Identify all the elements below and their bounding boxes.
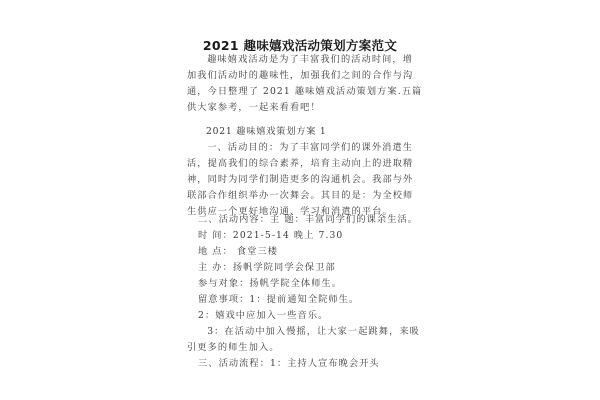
intro-paragraph: 趣味嬉戏活动是为了丰富我们的活动时间，增加我们活动时的趣味性，加强我们之间的合作与沟通，今日整理了 2021 趣味嬉戏活动策划方案.五篇供大家参考，一起来看看吧！: [187, 54, 423, 113]
place-line: 地 点： 食堂三楼: [198, 246, 279, 257]
participants-line: 参与对象：扬帆学院全体师生。: [198, 278, 343, 289]
notes-line-3: 3：在活动中加入慢摇，让大家一起跳舞，来吸引更多的师生加入。: [187, 326, 420, 353]
process-line: 三、活动流程：1：主持人宣布晚会开头: [198, 358, 380, 369]
document-title: 2021 趣味嬉戏活动策划方案范文: [202, 38, 398, 53]
section-heading: 2021 趣味嬉戏策划方案 1: [206, 126, 327, 137]
notes-line-1: 留意事项：1：提前通知全院师生。: [198, 294, 360, 305]
content-line: 二、活动内容：主 题：丰富同学们的课余生活。: [198, 214, 419, 225]
purpose-paragraph: 一、活动目的：为了丰富同学们的课外消遣生活，提高我们的综合素养，培育主动向上的进取精神，同时为同学们制造更多的沟通机会。我部与外联部合作组织举办一次舞会。其目的是：为全校师生供应一个更好地沟通、学习和消遣的平台。: [187, 142, 414, 217]
notes-line-2: 2：嬉戏中应加入一些音乐。: [198, 310, 329, 321]
time-line: 时 间：2021-5-14 晚上 7.30: [198, 230, 344, 241]
organizer-line: 主 办：扬帆学院同学会保卫部: [198, 262, 336, 273]
